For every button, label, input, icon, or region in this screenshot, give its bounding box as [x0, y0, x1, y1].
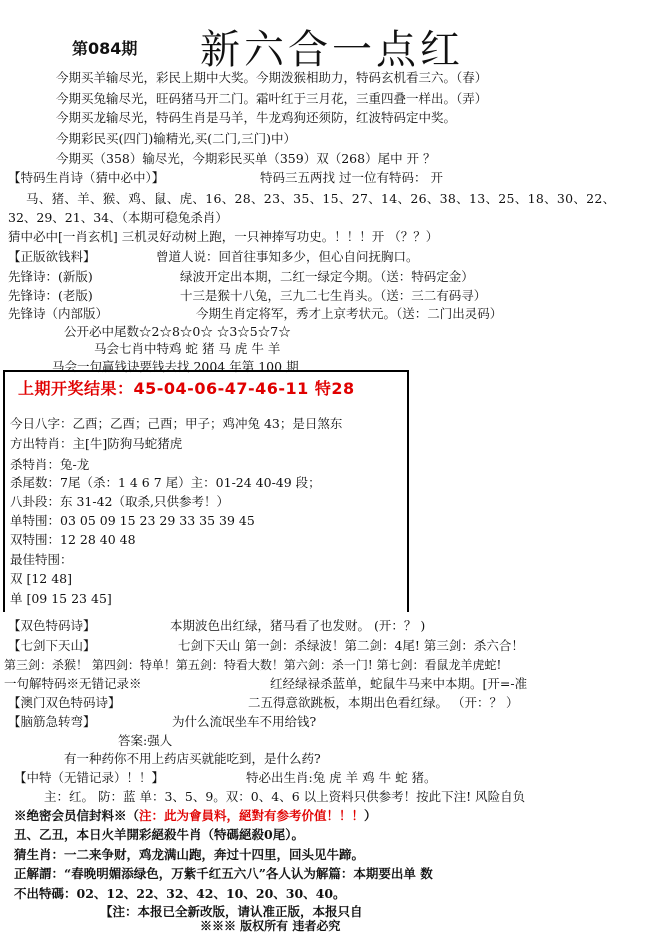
shuangse-label: 【双色特码诗】 [8, 618, 96, 633]
bazi-line: 杀特肖：兔-龙 [10, 457, 90, 472]
naojin-answer: 答案:强人 [118, 733, 173, 748]
qijian-text: 第三剑：杀猴！ 第四剑：特单！第五剑：特看大数！第六剑：杀一门! 第七剑：看鼠龙羊虎蛇! [4, 658, 502, 672]
bazi-line: 杀尾数：7尾（杀：1 4 6 7 尾）主：01-24 40-49 段； [10, 475, 321, 490]
bazi-line: 八卦段：东 31-42（取杀,只供参考！） [10, 494, 229, 509]
chou-line: 丑、乙丑，本日火羊開彩絕殺牛肖（特碼絕殺0尾）。 [14, 827, 304, 842]
tema-poem-text: 特码三五两找 过一位有特码： 开 [260, 170, 443, 185]
zhengjie-line: 正解謂：“春晚明媚添绿色，万紫千红五六八”各人认为解篇：本期要出单 数 [14, 866, 433, 881]
zhongte-text: 特必出生肖:兔 虎 羊 鸡 牛 蛇 猪。 [246, 770, 437, 785]
page-title: 新六合一点红 [200, 27, 464, 73]
intro-line: 今期买兔输尽光，旺码猪马开二门。霜叶红于三月花，三重四叠一样出。（弄） [56, 91, 488, 106]
guess-line: 猜中必中[一肖玄机] 三机灵好动树上跑，一只神捧写功史。！！！开 （？？） [8, 229, 439, 244]
jueming-note: 注：此为會員料，絕對有参考价值！！！ [139, 808, 365, 823]
bazi-line: 单特围：03 05 09 15 23 29 33 35 39 45 [10, 513, 255, 528]
qijian-label: 【七剑下天山】 [8, 638, 96, 653]
xianfeng-text: 绿波开定出本期，二红一绿定今期。（送：特码定金） [180, 269, 474, 284]
jueming-close: ） [364, 808, 377, 823]
mahui-phrase: 马会一句赢钱诀要钱去找 2004 年第 100 期 [52, 359, 299, 374]
numbers-line: 马、猪、羊、猴、鸡、鼠、虎、16、28、23、35、15、27、14、26、38、13、25、18、30、22、 [26, 191, 616, 206]
bazi-line: 今日八字：乙酉；乙酉；己酉；甲子；鸡冲兔 43；是日煞东 [10, 416, 343, 431]
xianfeng-label: 先锋诗（内部版） [8, 306, 109, 321]
zhongte-label: 【中特（无错记录）！！】 [14, 770, 165, 785]
zhengban-label: 【正版欲钱料】 [8, 249, 96, 264]
naojin-label: 【脑筋急转弯】 [8, 714, 96, 729]
intro-line: 今期买（358）输尽光，今期彩民买单（359）双（268）尾中 开 ？ [56, 151, 436, 166]
jueming-label: ※绝密会员信封料※（ [14, 808, 140, 823]
shuangse-text: 本期波色出红绿，猪马看了也发财。 (开：？ ) [170, 618, 426, 633]
aomen-text: 二五得意欲跳板，本期出色看红绿。 （开：？ ） [248, 695, 519, 710]
zhongte-line: 主：红。 防：蓝 单：3、5、9。双：0、4、6 以上资料只供参考！按此下注! 风险自负 [44, 789, 526, 804]
xianfeng-text: 今期生肖定将军，秀才上京考状元。（送：二门出灵码） [196, 306, 503, 321]
gongkai-tail: 公开必中尾数☆2☆8☆0☆ ☆3☆5☆7☆ [64, 324, 291, 339]
bazi-line: 双 [12 48] [10, 571, 73, 586]
bazi-line: 方出特肖：主[牛]防狗马蛇猪虎 [10, 436, 183, 451]
intro-line: 今期买龙输尽光，特码生肖是马羊，牛龙鸡狗还须防，红波特码定中奖。 [56, 110, 457, 125]
last-result: 上期开奖结果：45-04-06-47-46-11 特28 [18, 379, 355, 398]
yiju-text: 红经绿禄杀蓝单，蛇鼠牛马来中本期。[开=-准 [270, 676, 528, 691]
aomen-label: 【澳门双色特码诗】 [8, 695, 121, 710]
xianfeng-label: 先锋诗：(新版) [8, 269, 93, 284]
yiju-label: 一句解特码※无错记录※ [4, 676, 142, 691]
qijian-text: 七剑下天山 第一剑：杀绿波！第二剑：4尾! 第三剑：杀六合！ [178, 638, 524, 653]
buchu-line: 不出特碼：02、12、22、32、42、10、20、30、40。 [14, 886, 346, 901]
intro-line: 今期买羊输尽光，彩民上期中大奖。今期泼猴相助力，特码玄机看三六。（春） [56, 70, 488, 85]
zhengban-text: 曾道人说：回首往事知多少，但心自问抚胸口。 [156, 249, 419, 264]
naojin-question: 为什么流氓坐车不用给钱? [172, 714, 317, 729]
bazi-line: 双特围：12 28 40 48 [10, 532, 136, 547]
xianfeng-text: 十三是猴十八兔，三九二七生肖头。（送：三二有码寻） [180, 288, 487, 303]
bazi-line: 最佳特围： [10, 552, 73, 567]
jueming-line [14, 808, 377, 824]
caisheng-line: 猜生肖：一二来争财，鸡龙满山跑，奔过十四里，回头见牛蹄。 [14, 847, 365, 862]
mahui-seven: 马会七肖中特鸡 蛇 猪 马 虎 牛 羊 [94, 341, 281, 356]
footer-note: 【注：本报已全新改版，请认准正版，本报只自 [100, 904, 363, 919]
issue-number: 第084期 [72, 39, 138, 58]
footer-copyright: ※※※ 版权所有 违者必究 [200, 919, 341, 933]
bazi-line: 单 [09 15 23 45] [10, 591, 112, 606]
numbers-line: 32、29、21、34、（本期可稳兔杀肖） [8, 210, 228, 225]
xianfeng-label: 先锋诗：(老版) [8, 288, 93, 303]
tema-poem-label: 【特码生肖诗（猜中必中）】 [8, 170, 165, 185]
naojin-question: 有一种药你不用上药店买就能吃到，是什么药? [64, 751, 321, 766]
intro-line: 今期彩民买(四门)输精光,买(二门,三门)中） [56, 131, 296, 146]
